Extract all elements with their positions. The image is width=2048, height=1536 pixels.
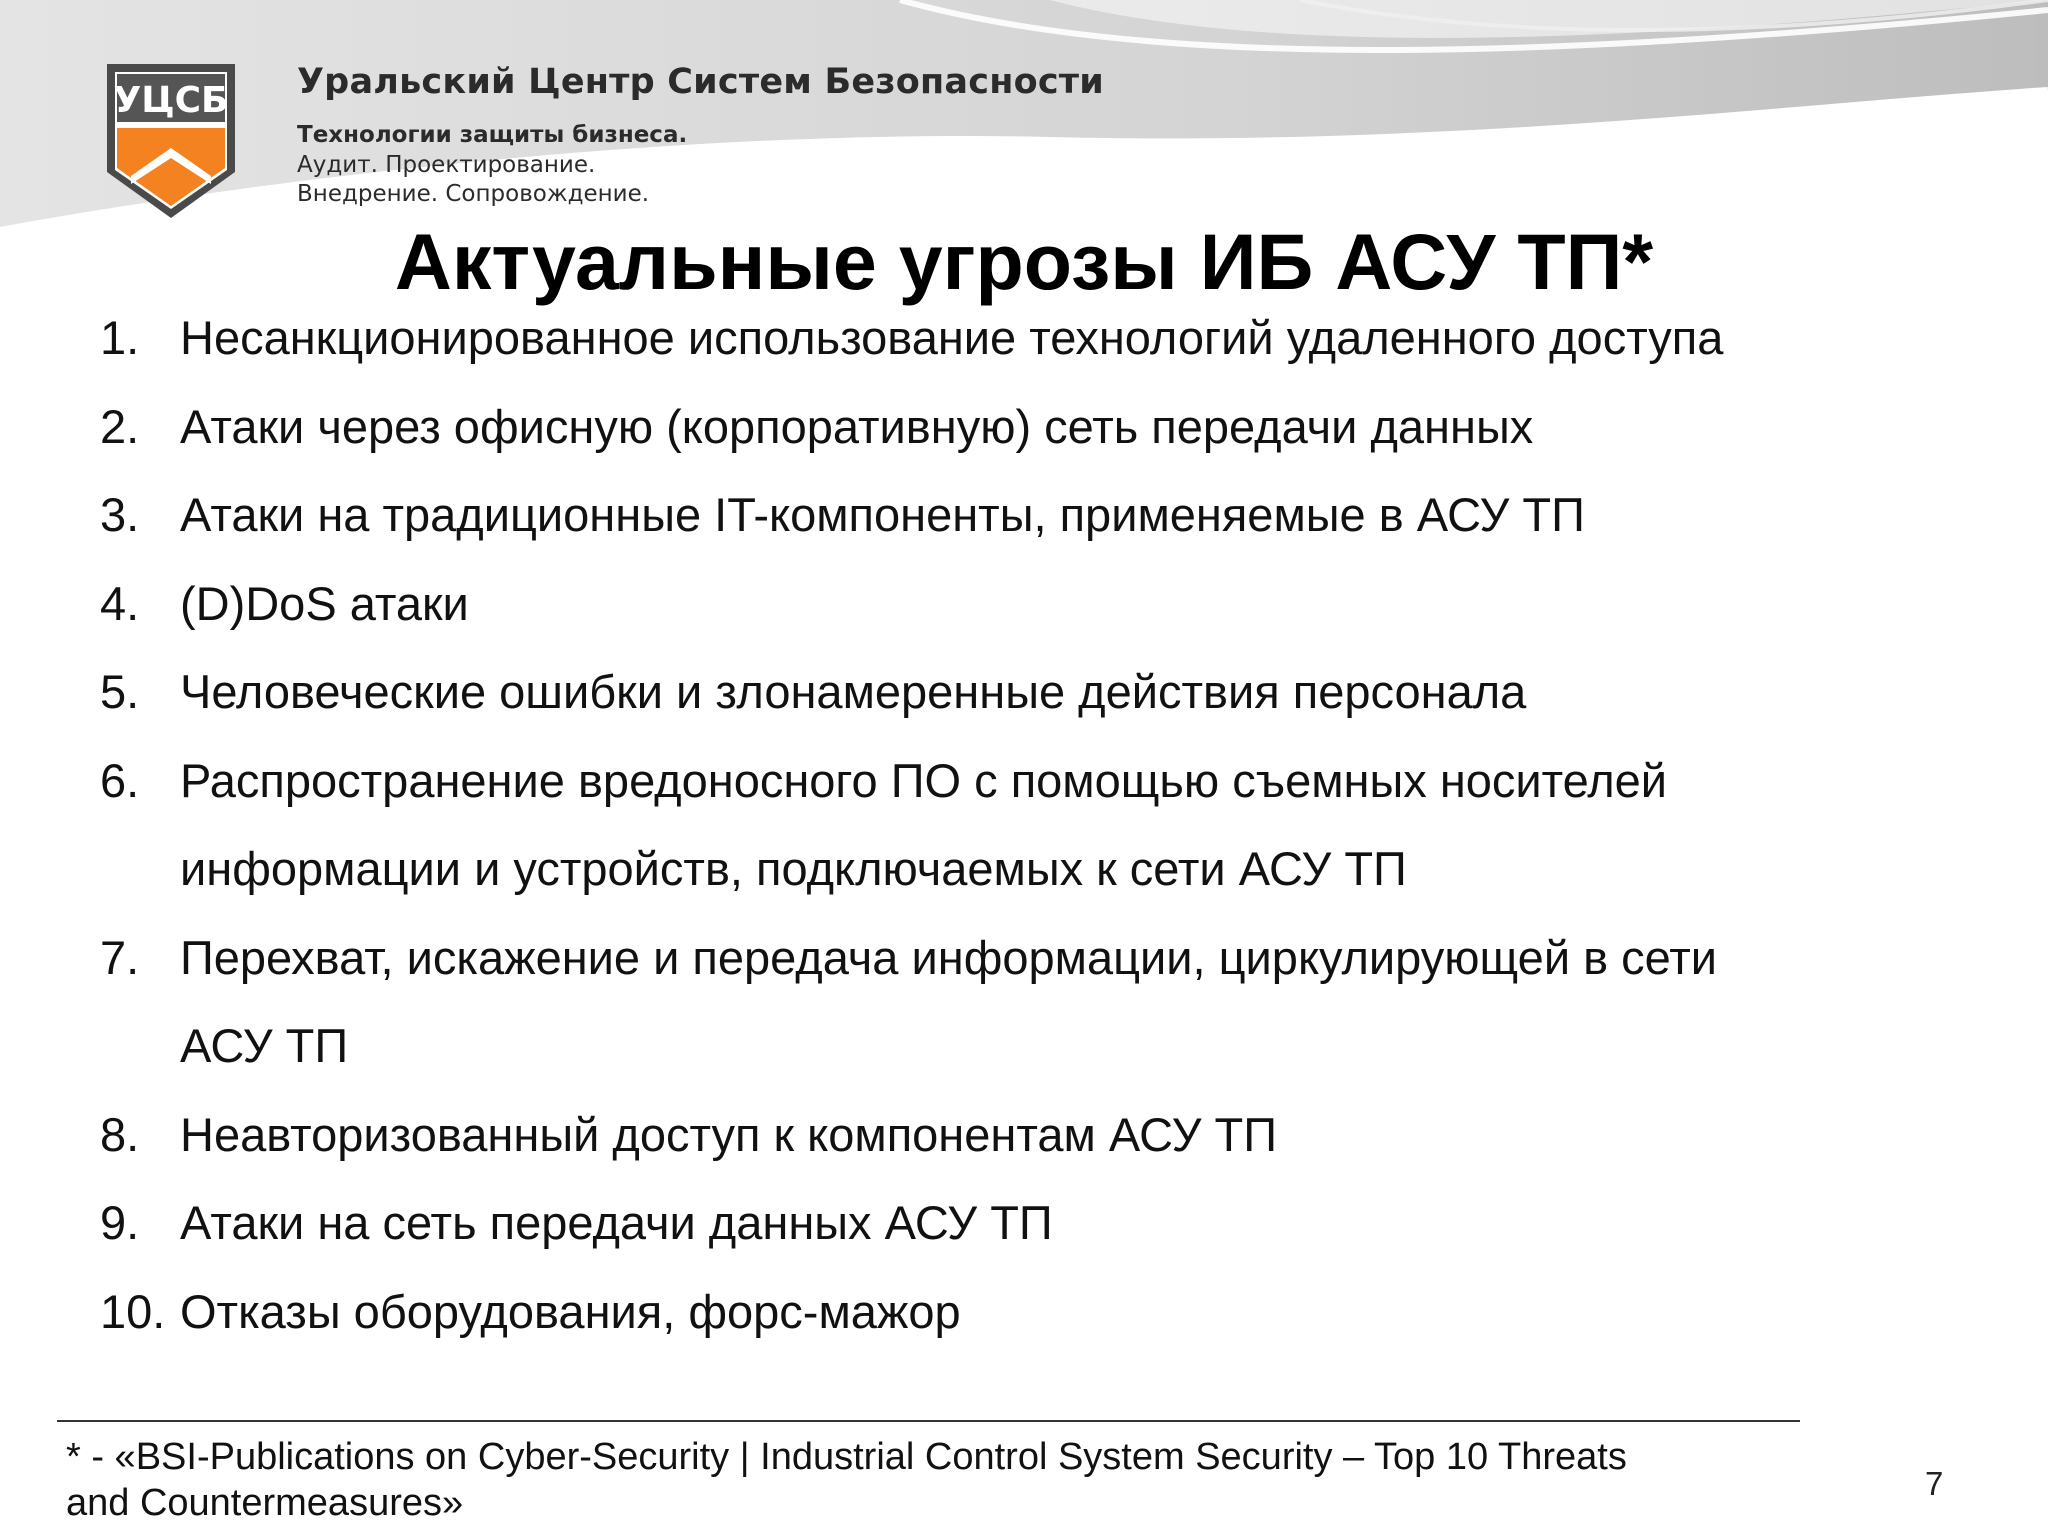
threat-text: Человеческие ошибки и злонамеренные действия персонала — [180, 665, 1527, 718]
threat-text-continuation: информации и устройств, подключаемых к сети АСУ ТП — [180, 842, 1407, 895]
threat-text: (D)DoS атаки — [180, 576, 469, 630]
threat-text: Неавторизованный доступ к компонентам АСУ ТП — [180, 1107, 1277, 1161]
threat-list — [100, 294, 1723, 1356]
threat-text: Распространение вредоносного ПО с помощью съемных носителей — [180, 753, 1668, 807]
threat-text: Отказы оборудования, форс-мажор — [180, 1284, 961, 1338]
threat-number: 8. — [100, 1107, 140, 1161]
company-tagline: Технологии защиты бизнеса. — [297, 122, 688, 148]
threat-number: 4. — [100, 576, 140, 630]
company-name: Уральский Центр Систем Безопасности — [297, 62, 1104, 102]
threat-text: Атаки на сеть передачи данных АСУ ТП — [180, 1196, 1053, 1249]
slide-title: Актуальные угрозы ИБ АСУ ТП* — [394, 217, 1654, 306]
threat-item — [100, 648, 1723, 737]
threat-number: 9. — [100, 1196, 140, 1249]
threat-number: 2. — [100, 399, 140, 453]
company-logo — [103, 60, 239, 222]
threat-text: Атаки через офисную (корпоративную) сеть передачи данных — [180, 399, 1534, 453]
threat-text: Атаки на традиционные IT-компоненты, применяемые в АСУ ТП — [180, 488, 1585, 541]
footnote-divider — [57, 1420, 1800, 1422]
threat-item — [100, 1091, 1723, 1180]
threat-text: Несанкционированное использование технологий удаленного доступа — [180, 311, 1724, 364]
threat-number: 10. — [100, 1284, 166, 1338]
threat-item — [100, 383, 1723, 472]
threat-item — [100, 1179, 1723, 1268]
company-services-line1: Аудит. Проектирование. — [297, 152, 596, 178]
threat-number: 5. — [100, 665, 140, 718]
threat-item — [100, 471, 1723, 560]
threat-item — [100, 737, 1723, 914]
threat-number: 1. — [100, 311, 140, 364]
threat-item — [100, 1268, 1723, 1357]
threat-item — [100, 294, 1723, 383]
threat-number: 7. — [100, 930, 140, 984]
footnote-line: * - «BSI-Publications on Cyber-Security | Industrial Control System Security – Top 10 Threats — [66, 1436, 1627, 1478]
company-services-line2: Внедрение. Сопровождение. — [297, 181, 650, 207]
page-number: 7 — [1925, 1465, 1944, 1502]
footnote-line: and Countermeasures» — [66, 1482, 464, 1524]
threat-item — [100, 914, 1723, 1091]
threat-item — [100, 560, 1723, 649]
threat-number: 3. — [100, 488, 140, 541]
threat-text-continuation: АСУ ТП — [180, 1019, 349, 1072]
threat-number: 6. — [100, 753, 140, 807]
threat-text: Перехват, искажение и передача информации, циркулирующей в сети — [180, 930, 1718, 984]
logo-text: УЦСБ — [113, 80, 229, 121]
footnote — [66, 1434, 1766, 1526]
